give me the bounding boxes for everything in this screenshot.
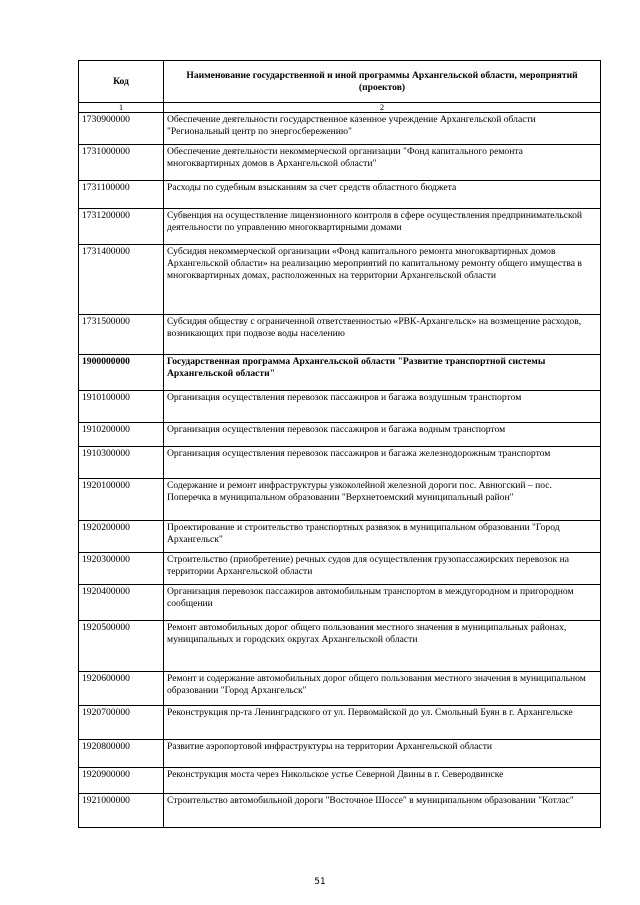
row-name: Организация осуществления перевозок пассажиров и багажа водным транспортом xyxy=(164,423,601,447)
row-name: Организация перевозок пассажиров автомобильным транспортом в междугородном и пригородном сообщении xyxy=(164,585,601,621)
header-code: Код xyxy=(79,61,164,103)
table-row xyxy=(79,479,601,521)
row-code: 1920500000 xyxy=(79,621,164,672)
row-code: 1900000000 xyxy=(79,355,164,391)
row-code: 1920400000 xyxy=(79,585,164,621)
table-row xyxy=(79,315,601,355)
row-name: Реконструкция пр-та Ленинградского от ул. Первомайской до ул. Смольный Буян в г. Архангельске xyxy=(164,706,601,740)
row-name: Строительство (приобретение) речных судов для осуществления грузопассажирских перевозок на территории Архангельской области xyxy=(164,553,601,585)
table-row xyxy=(79,355,601,391)
table-row xyxy=(79,113,601,145)
row-code: 1920800000 xyxy=(79,740,164,768)
table-row xyxy=(79,245,601,315)
row-code: 1920600000 xyxy=(79,672,164,706)
table-header-row xyxy=(79,61,601,103)
table-body xyxy=(79,113,601,828)
row-code: 1920100000 xyxy=(79,479,164,521)
table-row xyxy=(79,145,601,181)
column-number-row xyxy=(79,103,601,113)
table-row xyxy=(79,585,601,621)
row-code: 1731100000 xyxy=(79,181,164,209)
row-name: Ремонт автомобильных дорог общего пользования местного значения в муниципальных районах, муниципальных и городских округах Архангельской области xyxy=(164,621,601,672)
row-name: Строительство автомобильной дороги "Восточное Шоссе" в муниципальном образовании "Котлас" xyxy=(164,794,601,828)
table-row xyxy=(79,740,601,768)
table-row xyxy=(79,553,601,585)
row-code: 1921000000 xyxy=(79,794,164,828)
page-number: 51 xyxy=(314,877,326,887)
row-name: Обеспечение деятельности некоммерческой организации "Фонд капитального ремонта многоквартирных домов в Архангельской области" xyxy=(164,145,601,181)
row-name: Организация осуществления перевозок пассажиров и багажа воздушным транспортом xyxy=(164,391,601,423)
row-name: Содержание и ремонт инфраструктуры узкоколейной железной дороги пос. Авнюгский – пос. Поперечка в муниципальном образовании "Верхнетоемский муниципальный район" xyxy=(164,479,601,521)
row-code: 1731500000 xyxy=(79,315,164,355)
row-code: 1730900000 xyxy=(79,113,164,145)
row-code: 1731200000 xyxy=(79,209,164,245)
column-number-2: 2 xyxy=(164,103,601,113)
header-name: Наименование государственной и иной программы Архангельской области, мероприятий (проектов) xyxy=(164,61,601,103)
row-name: Развитие аэропортовой инфраструктуры на территории Архангельской области xyxy=(164,740,601,768)
table-row xyxy=(79,521,601,553)
table-row xyxy=(79,672,601,706)
row-name: Организация осуществления перевозок пассажиров и багажа железнодорожным транспортом xyxy=(164,447,601,479)
table-row xyxy=(79,181,601,209)
table-row xyxy=(79,209,601,245)
row-code: 1910300000 xyxy=(79,447,164,479)
row-name: Субсидия некоммерческой организации «Фонд капитального ремонта многоквартирных домов Архангельской области» на реализацию мероприятий по капитальному ремонту общего имущества в многоквартирных домах, расположенных на территории Архангельской области xyxy=(164,245,601,315)
table-row xyxy=(79,794,601,828)
row-code: 1731000000 xyxy=(79,145,164,181)
column-number-1: 1 xyxy=(79,103,164,113)
table-row xyxy=(79,706,601,740)
row-name: Субвенция на осуществление лицензионного контроля в сфере осуществления предпринимательской деятельности по управлению многоквартирными домами xyxy=(164,209,601,245)
row-code: 1731400000 xyxy=(79,245,164,315)
row-code: 1920200000 xyxy=(79,521,164,553)
table-row xyxy=(79,621,601,672)
program-table xyxy=(78,60,601,828)
row-name: Реконструкция моста через Никольское устье Северной Двины в г. Северодвинске xyxy=(164,768,601,794)
row-code: 1920900000 xyxy=(79,768,164,794)
row-name: Ремонт и содержание автомобильных дорог общего пользования местного значения в муниципальном образовании "Город Архангельск" xyxy=(164,672,601,706)
row-name: Государственная программа Архангельской области "Развитие транспортной системы Архангельской области" xyxy=(164,355,601,391)
row-code: 1920300000 xyxy=(79,553,164,585)
row-name: Субсидия обществу с ограниченной ответственностью «РВК-Архангельск» на возмещение расходов, возникающих при подвозе воды населению xyxy=(164,315,601,355)
table-row xyxy=(79,391,601,423)
row-name: Расходы по судебным взысканиям за счет средств областного бюджета xyxy=(164,181,601,209)
row-code: 1910200000 xyxy=(79,423,164,447)
row-code: 1920700000 xyxy=(79,706,164,740)
table-row xyxy=(79,447,601,479)
table-row xyxy=(79,423,601,447)
row-code: 1910100000 xyxy=(79,391,164,423)
row-name: Обеспечение деятельности государственное казенное учреждение Архангельской области "Региональный центр по энергосбережению" xyxy=(164,113,601,145)
table-row xyxy=(79,768,601,794)
row-name: Проектирование и строительство транспортных развязок в муниципальном образовании "Город Архангельск" xyxy=(164,521,601,553)
